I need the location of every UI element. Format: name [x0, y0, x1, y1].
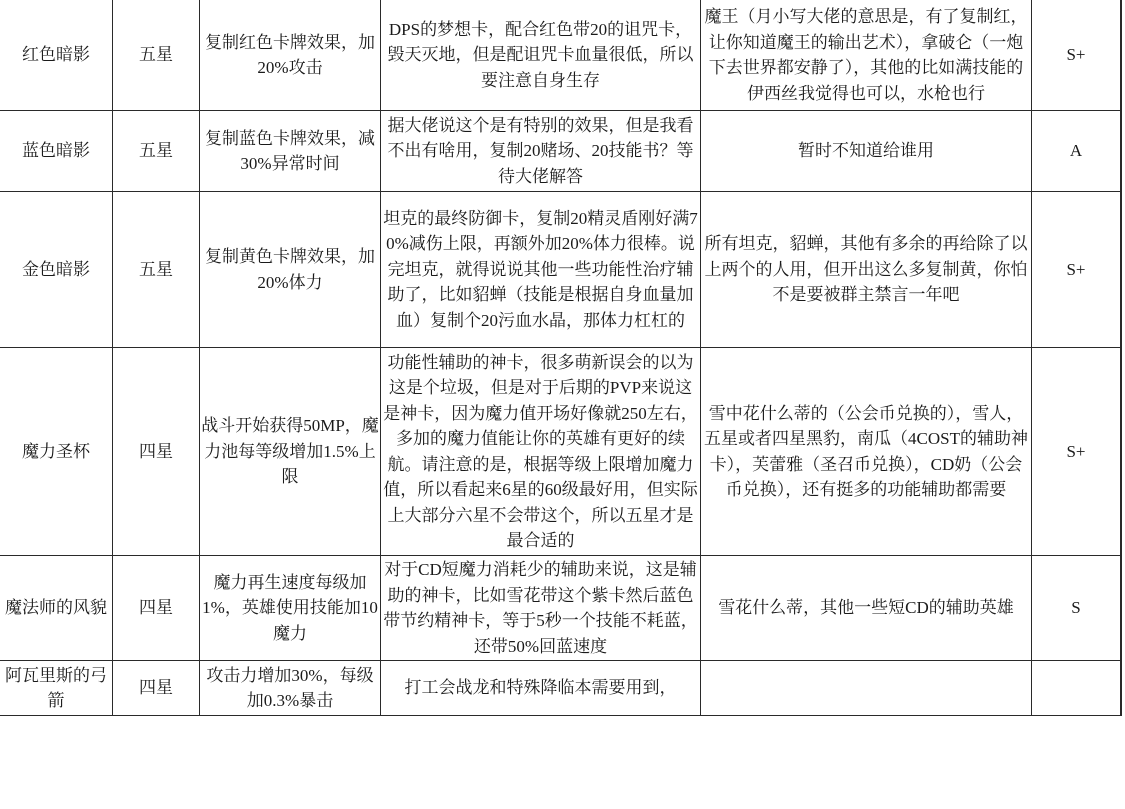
- card-rating-cell[interactable]: [1032, 661, 1121, 716]
- card-comment-cell[interactable]: 据大佬说这个是有特别的效果，但是我看不出有啥用，复制20赌场、20技能书？等待大佬解答: [381, 111, 701, 192]
- card-name-cell[interactable]: 阿瓦里斯的弓箭: [0, 661, 113, 716]
- card-name-cell[interactable]: 魔法师的风貌: [0, 556, 113, 661]
- card-effect-cell[interactable]: 复制黄色卡牌效果，加20%体力: [200, 192, 381, 348]
- table-row: [0, 348, 1122, 556]
- card-star-cell[interactable]: 五星: [113, 0, 200, 111]
- card-rating-cell[interactable]: S+: [1032, 0, 1121, 111]
- card-star-cell[interactable]: 四星: [113, 661, 200, 716]
- card-name-cell[interactable]: 红色暗影: [0, 0, 113, 111]
- card-effect-cell[interactable]: 战斗开始获得50MP，魔力池每等级增加1.5%上限: [200, 348, 381, 556]
- card-effect-cell[interactable]: 复制红色卡牌效果，加20%攻击: [200, 0, 381, 111]
- card-name-cell[interactable]: 蓝色暗影: [0, 111, 113, 192]
- card-target-cell[interactable]: 雪花什么蒂，其他一些短CD的辅助英雄: [701, 556, 1032, 661]
- card-target-cell[interactable]: 暂时不知道给谁用: [701, 111, 1032, 192]
- card-rating-cell[interactable]: S+: [1032, 192, 1121, 348]
- card-target-cell[interactable]: 所有坦克，貂蝉，其他有多余的再给除了以上两个的人用，但开出这么多复制黄，你怕不是要被群主禁言一年吧: [701, 192, 1032, 348]
- card-effect-cell[interactable]: 魔力再生速度每级加1%，英雄使用技能加10魔力: [200, 556, 381, 661]
- card-effect-cell[interactable]: 复制蓝色卡牌效果，减30%异常时间: [200, 111, 381, 192]
- card-rating-cell[interactable]: S+: [1032, 348, 1121, 556]
- table-row: [0, 111, 1122, 192]
- grid-edge-cell: [1121, 111, 1122, 192]
- card-target-cell[interactable]: 雪中花什么蒂的（公会币兑换的），雪人，五星或者四星黑豹，南瓜（4COST的辅助神卡），芙蕾雅（圣召币兑换），CD奶（公会币兑换），还有挺多的功能辅助都需要: [701, 348, 1032, 556]
- card-comment-cell[interactable]: 对于CD短魔力消耗少的辅助来说，这是辅助的神卡，比如雪花带这个紫卡然后蓝色带节约精神卡，等于5秒一个技能不耗蓝，还带50%回蓝速度: [381, 556, 701, 661]
- card-effect-cell[interactable]: 攻击力增加30%，每级加0.3%暴击: [200, 661, 381, 716]
- card-comment-cell[interactable]: 坦克的最终防御卡，复制20精灵盾刚好满70%减伤上限，再额外加20%体力很棒。说完坦克，就得说说其他一些功能性治疗辅助了，比如貂蝉（技能是根据自身血量加血）复制个20污血水晶，那体力杠杠的: [381, 192, 701, 348]
- card-comment-cell[interactable]: 功能性辅助的神卡，很多萌新误会的以为这是个垃圾，但是对于后期的PVP来说这是神卡，因为魔力值开场好像就250左右，多加的魔力值能让你的英雄有更好的续航。请注意的是，根据等级上限增加魔力值，所以看起来6星的60级最好用，但实际上大部分六星不会带这个，所以五星才是最合适的: [381, 348, 701, 556]
- card-star-cell[interactable]: 四星: [113, 556, 200, 661]
- table-row: [0, 556, 1122, 661]
- table-row: [0, 0, 1122, 111]
- card-rating-cell[interactable]: S: [1032, 556, 1121, 661]
- grid-edge-cell: [1121, 661, 1122, 716]
- grid-edge-cell: [1121, 192, 1122, 348]
- card-star-cell[interactable]: 五星: [113, 192, 200, 348]
- grid-edge-cell: [1121, 348, 1122, 556]
- card-target-cell[interactable]: [701, 661, 1032, 716]
- card-star-cell[interactable]: 四星: [113, 348, 200, 556]
- table-row: [0, 661, 1122, 716]
- grid-edge-cell: [1121, 556, 1122, 661]
- card-name-cell[interactable]: 金色暗影: [0, 192, 113, 348]
- card-rating-cell[interactable]: A: [1032, 111, 1121, 192]
- card-comment-cell[interactable]: DPS的梦想卡，配合红色带20的诅咒卡，毁天灭地，但是配诅咒卡血量很低，所以要注意自身生存: [381, 0, 701, 111]
- card-comment-cell[interactable]: 打工会战龙和特殊降临本需要用到，: [381, 661, 701, 716]
- table-row: [0, 192, 1122, 348]
- grid-edge-cell: [1121, 0, 1122, 111]
- card-name-cell[interactable]: 魔力圣杯: [0, 348, 113, 556]
- card-target-cell[interactable]: 魔王（月小写大佬的意思是，有了复制红，让你知道魔王的输出艺术），拿破仑（一炮下去世界都安静了），其他的比如满技能的伊西丝我觉得也可以，水枪也行: [701, 0, 1032, 111]
- card-star-cell[interactable]: 五星: [113, 111, 200, 192]
